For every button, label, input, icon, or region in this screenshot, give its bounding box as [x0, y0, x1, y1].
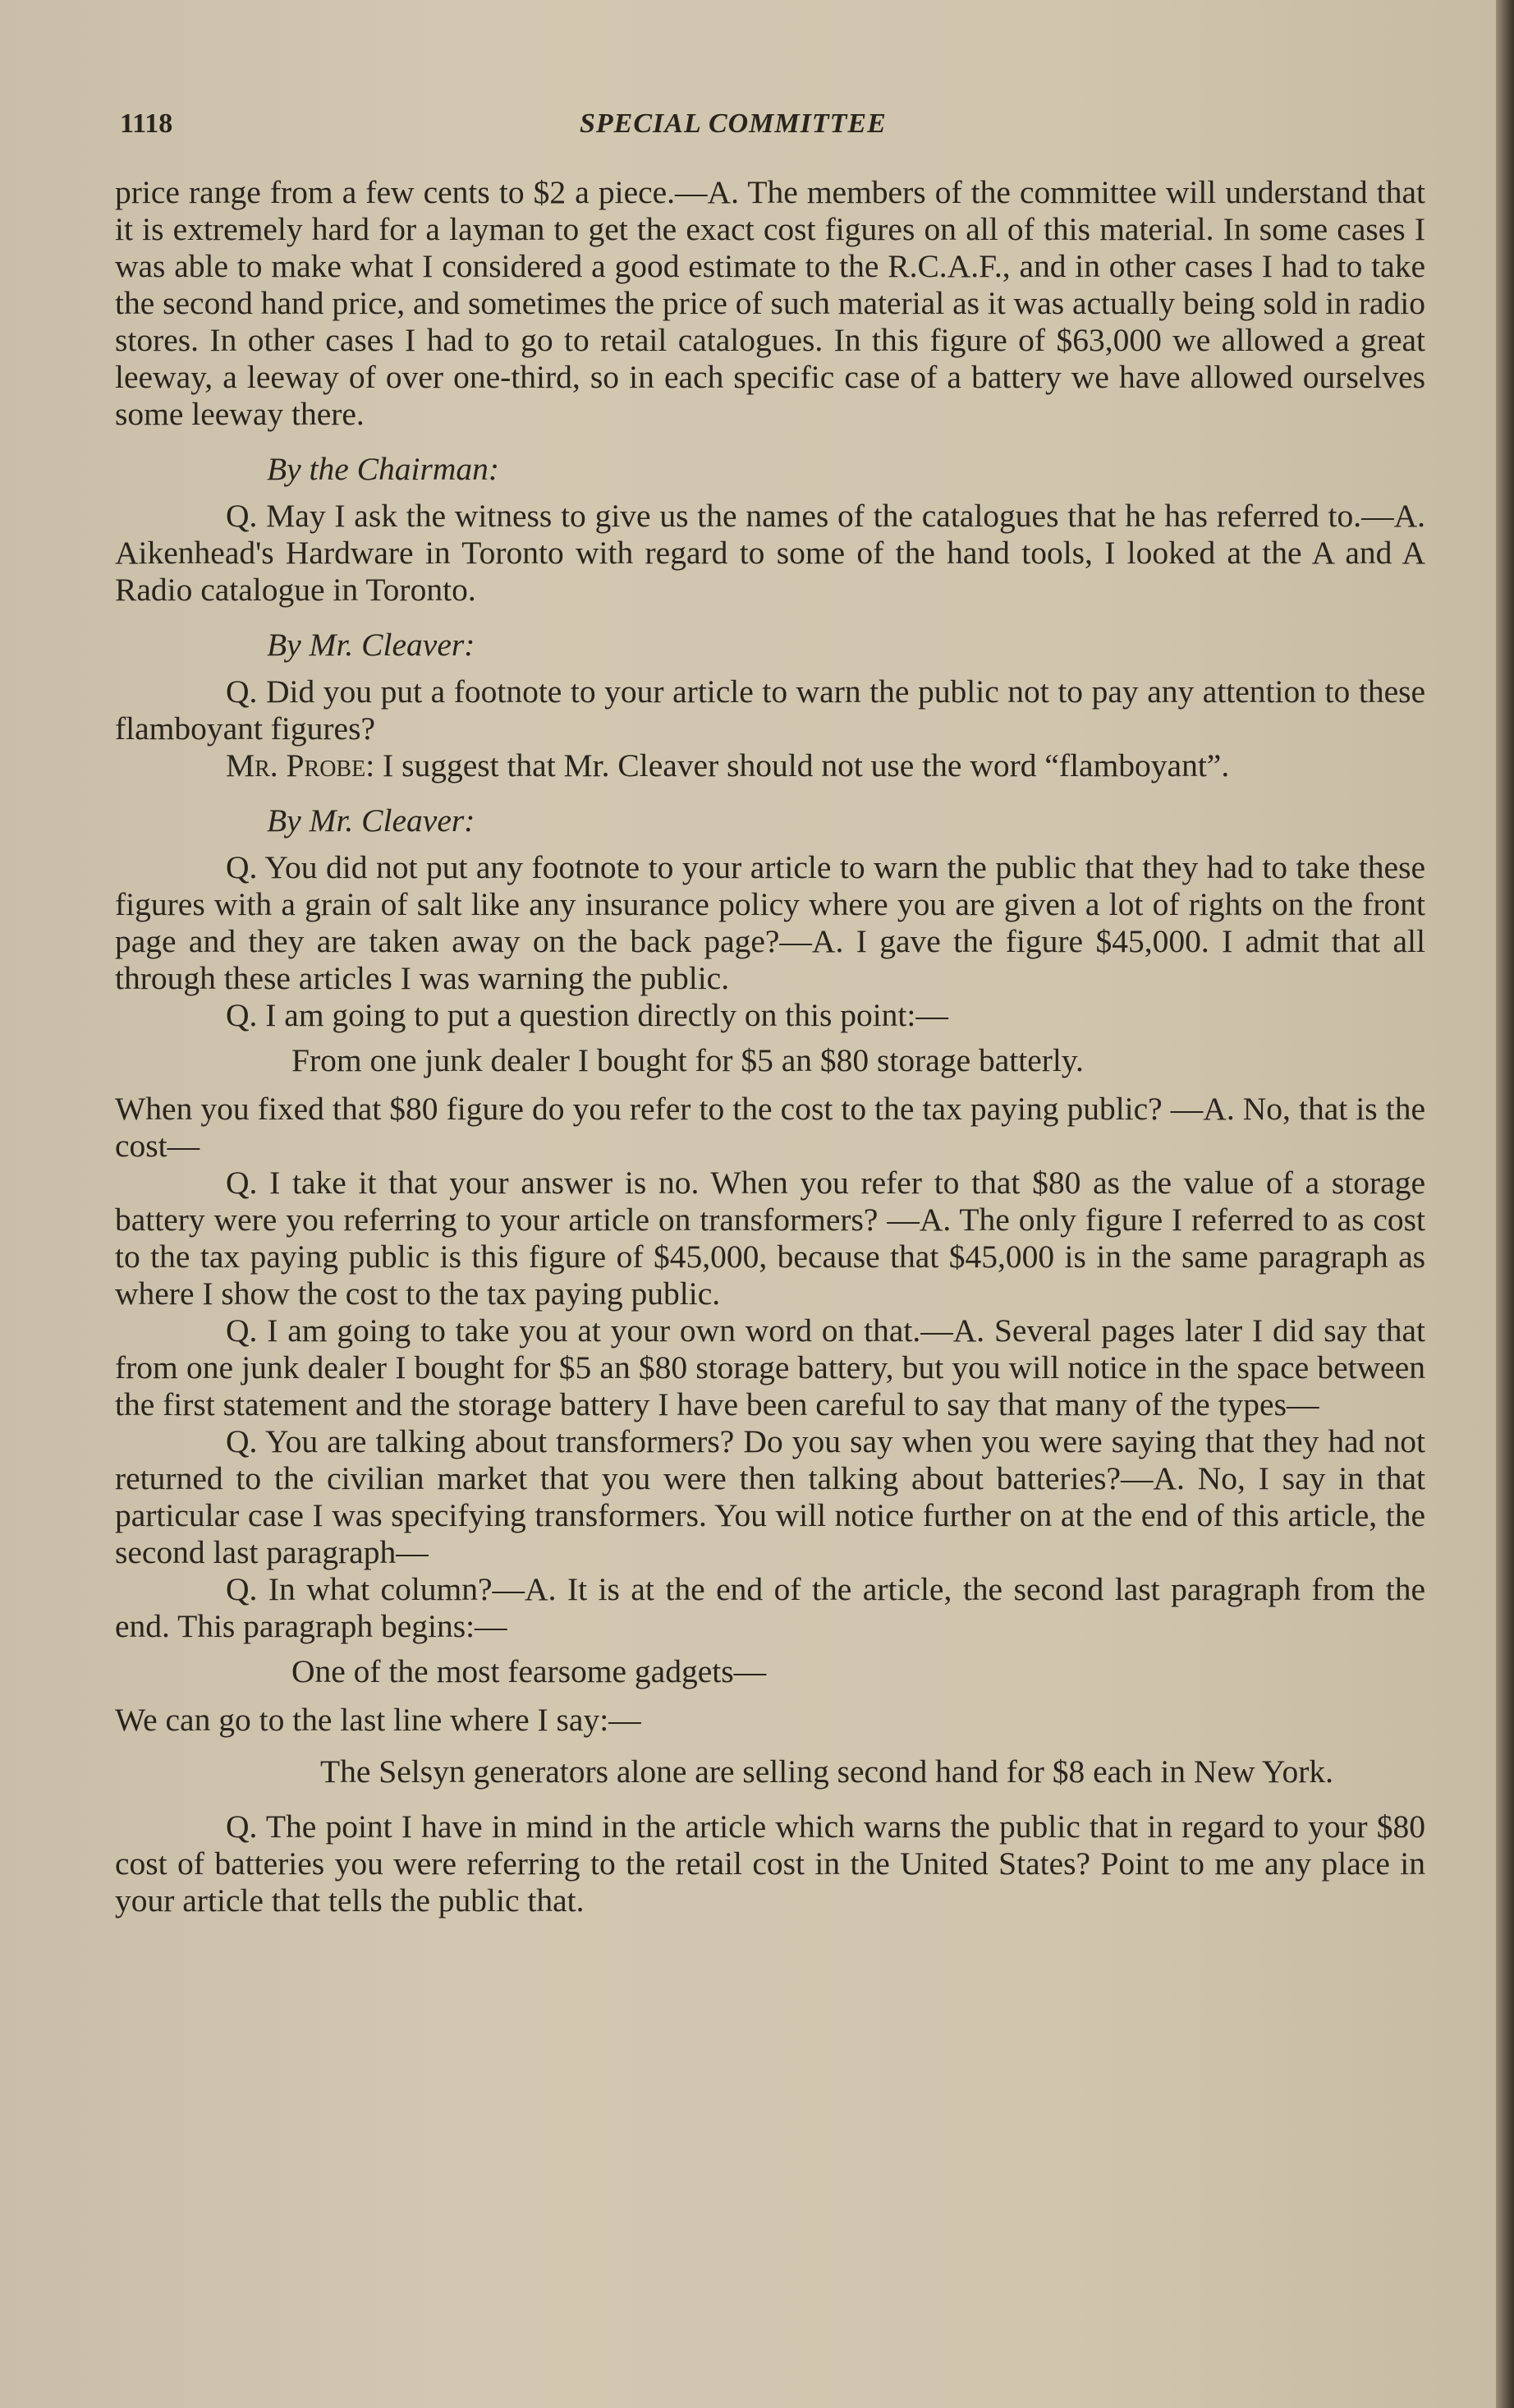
- page-number: 1118: [120, 108, 173, 139]
- paragraph: Q. I am going to put a question directly on this point:—: [226, 997, 948, 1033]
- document-body: [115, 174, 1425, 1919]
- speaker-name: Mr. Probe:: [226, 747, 375, 784]
- paragraph: Q. In what column?—A. It is at the end of the article, the second last paragraph from the end. This paragraph begins:—: [115, 1571, 1425, 1644]
- section-heading: By the Chairman:: [267, 451, 500, 487]
- section-heading: By Mr. Cleaver:: [267, 627, 475, 663]
- section-heading: By Mr. Cleaver:: [267, 802, 475, 839]
- block-quote: The Selsyn generators alone are selling second hand for $8 each in New York.: [320, 1753, 1334, 1790]
- paragraph: We can go to the last line where I say:—: [115, 1702, 641, 1738]
- paragraph: Q. You are talking about transformers? Do you say when you were saying that they had not returned to the civilian market that you were then talking about batteries?—A. No, I say in that particular case I was specifying transformers. You will notice further on at the end of this article, the second last paragraph—: [115, 1423, 1425, 1570]
- block-quote: One of the most fearsome gadgets—: [291, 1653, 767, 1689]
- paragraph: Q. The point I have in mind in the article which warns the public that in regard to your $80 cost of batteries you were referring to the retail cost in the United States? Point to me any place in your article that tells the public that.: [115, 1808, 1425, 1919]
- speaker-paragraph: [115, 747, 1425, 784]
- paragraph: Q. You did not put any footnote to your article to warn the public that they had to take these figures with a grain of salt like any insurance policy where you are given a lot of rights on the front page and they are taken away on the back page?—A. I gave the figure $45,000. I admit that all through these articles I was warning the public.: [115, 849, 1425, 996]
- running-head: SPECIAL COMMITTEE: [580, 108, 887, 139]
- paragraph: Q. Did you put a footnote to your article to warn the public not to pay any attention to these flamboyant figures?: [115, 673, 1425, 747]
- paragraph: Q. I am going to take you at your own word on that.—A. Several pages later I did say that from one junk dealer I bought for $5 an $80 storage battery, but you will notice in the space between the first statement and the storage battery I have been careful to say that many of the types—: [115, 1312, 1425, 1422]
- paragraph: When you fixed that $80 figure do you refer to the cost to the tax paying public? —A. No, that is the cost—: [115, 1091, 1425, 1164]
- paragraph: price range from a few cents to $2 a piece.—A. The members of the committee will understand that it is extremely hard for a layman to get the exact cost figures on all of this material. In some cases I was able to make what I considered a good estimate to the R.C.A.F., and in other cases I had to take the second hand price, and sometimes the price of such material as it was actually being sold in radio stores. In other cases I had to go to retail catalogues. In this figure of $63,000 we allowed a great leeway, a leeway of over one-third, so in each specific case of a battery we have allowed ourselves some leeway there.: [115, 174, 1425, 432]
- page-header: [120, 108, 1404, 149]
- page-edge-shadow: [1496, 0, 1514, 2408]
- block-quote: From one junk dealer I bought for $5 an $80 storage batterly.: [291, 1042, 1084, 1078]
- speaker-text: I suggest that Mr. Cleaver should not use the word “flamboyant”.: [383, 747, 1230, 784]
- paragraph: Q. May I ask the witness to give us the names of the catalogues that he has referred to.—A. Aikenhead's Hardware in Toronto with regard to some of the hand tools, I looked at the A and A Radio catalogue in Toronto.: [115, 498, 1425, 608]
- paragraph: Q. I take it that your answer is no. When you refer to that $80 as the value of a storage battery were you referring to your article on transformers? —A. The only figure I referred to as cost to the tax paying public is this figure of $45,000, because that $45,000 is in the same paragraph as where I show the cost to the tax paying public.: [115, 1165, 1425, 1312]
